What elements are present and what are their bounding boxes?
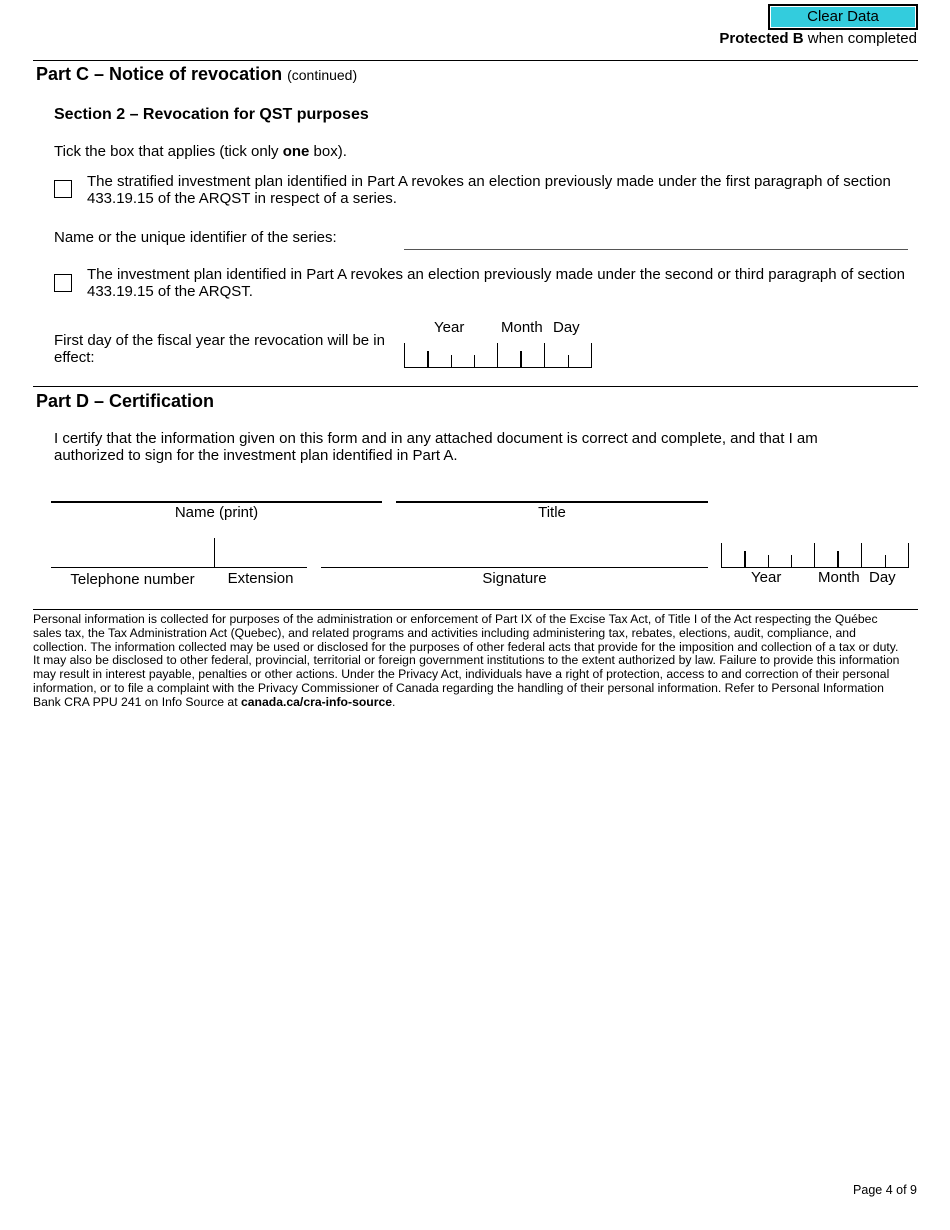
option-1-checkbox[interactable] — [54, 180, 72, 198]
series-label: Name or the unique identifier of the series: — [54, 229, 337, 246]
privacy-text: Personal information is collected for purposes of the administration or enforcement of Part IX of the Excise Tax Act, of Title I of the Act respecting the Québec sales tax, the Tax Administration Act (Quebec), and related programs and activities including administering tax, rebates, elections, audit, compliance, and collection. The information collected may be used or disclosed for the purposes of other federal acts that provide for the imposition and collection of a tax or duty. It may also be disclosed to other federal, provincial, territorial or foreign government institutions to the extent authorized by law. Failure to provide this information may result in interest payable, penalties or other actions. Under the Privacy Act, individuals have a right of protection, access to and correction of their personal information, or to file a complaint with the Privacy Commissioner of Canada regarding the handling of their personal information. Refer to Personal Information Bank CRA PPU 241 on Info Source at — [33, 612, 900, 709]
divider — [33, 609, 918, 610]
title-label: Title — [538, 504, 566, 521]
name-label: Name (print) — [174, 504, 259, 521]
tick-instruction-pre: Tick the box that applies (tick only — [54, 143, 283, 160]
title-input[interactable] — [396, 501, 708, 503]
part-c-title-text: Part C – Notice of revocation — [36, 64, 283, 84]
fiscal-date-month-label: Month — [501, 319, 543, 336]
option-2-text: The investment plan identified in Part A revokes an election previously made under the second or third paragraph of section 433.19.15 of the ARQST. — [87, 266, 905, 300]
section-2-title: Section 2 – Revocation for QST purposes — [54, 106, 369, 123]
series-input[interactable] — [404, 249, 908, 250]
telephone-label: Telephone number — [70, 571, 195, 588]
part-c-title — [36, 64, 357, 85]
clear-data-button[interactable]: Clear Data — [768, 4, 918, 30]
info-source-link[interactable]: canada.ca/cra-info-source — [240, 694, 393, 709]
part-c-title-suffix: (continued) — [287, 67, 358, 83]
cert-date-year-label: Year — [751, 569, 782, 586]
cert-date-month-label: Month — [818, 569, 860, 586]
signature-label: Signature — [482, 570, 547, 587]
protected-b-label: Protected B — [719, 30, 804, 47]
part-d-title: Part D – Certification — [36, 391, 215, 411]
option-2-checkbox[interactable] — [54, 274, 72, 292]
fiscal-date-input[interactable] — [404, 343, 594, 370]
certification-date-input[interactable] — [721, 543, 911, 570]
telephone-input[interactable] — [51, 567, 307, 568]
fiscal-year-label: First day of the fiscal year the revocation will be in effect: — [54, 332, 385, 366]
signature-input[interactable] — [321, 567, 708, 568]
protected-b-suffix: when completed — [803, 30, 917, 47]
certify-text: I certify that the information given on this form and in any attached document is correct and complete, and that I am authorized to sign for the investment plan identified in Part A. — [54, 430, 818, 464]
cert-date-day-label: Day — [869, 569, 896, 586]
protected-b-notice — [719, 30, 917, 47]
extension-divider — [214, 538, 215, 567]
privacy-end: . — [392, 694, 396, 709]
privacy-notice — [33, 613, 903, 710]
fiscal-date-year-label: Year — [434, 319, 465, 336]
tick-instruction — [54, 143, 347, 160]
page-number: Page 4 of 9 — [853, 1183, 917, 1197]
fiscal-date-day-label: Day — [553, 319, 580, 336]
name-input[interactable] — [51, 501, 382, 503]
divider — [33, 386, 918, 387]
tick-instruction-post: box). — [309, 143, 347, 160]
extension-label: Extension — [227, 570, 294, 587]
option-1-text: The stratified investment plan identified in Part A revokes an election previously made under the first paragraph of section 433.19.15 of the ARQST in respect of a series. — [87, 173, 891, 207]
divider — [33, 60, 918, 61]
tick-instruction-bold: one — [282, 143, 310, 160]
